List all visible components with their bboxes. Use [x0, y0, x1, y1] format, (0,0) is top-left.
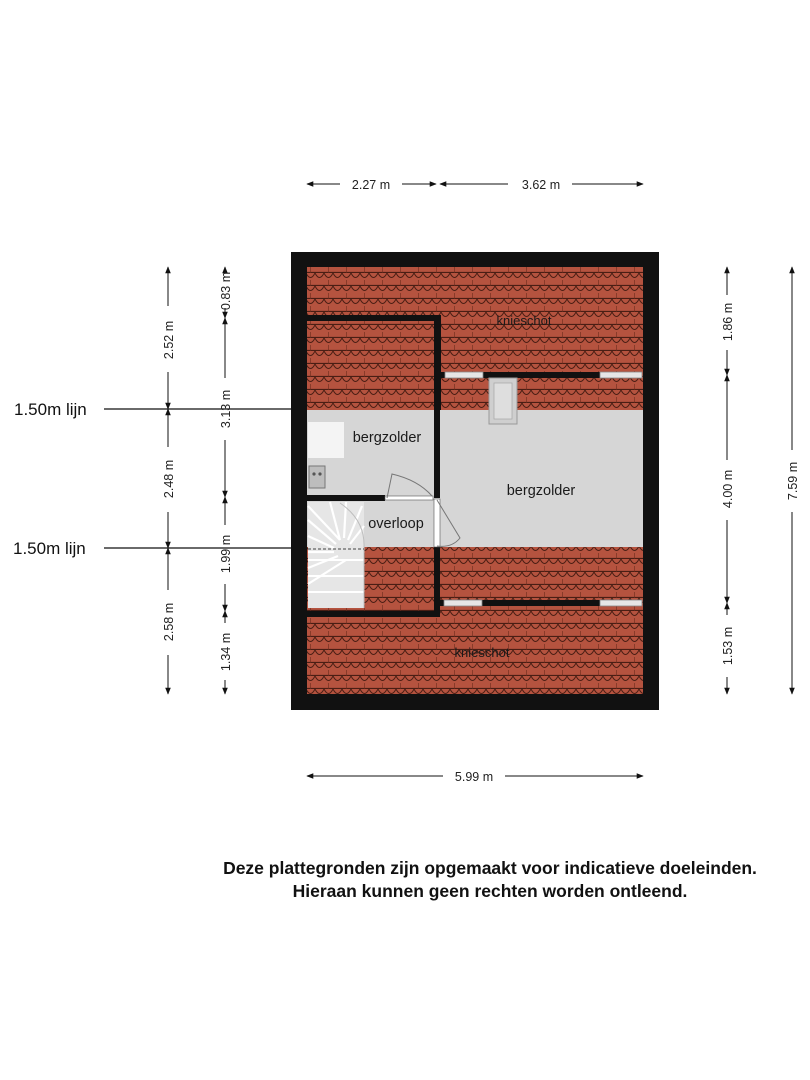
dim-label-left-inner-2: 3.13 m	[219, 389, 233, 429]
disclaimer-line-2: Hieraan kunnen geen rechten worden ontleend.	[292, 881, 688, 901]
dim-label-left-inner-3: 1.99 m	[219, 534, 233, 574]
bergzolder-floor-right	[437, 410, 643, 547]
dim-label-left-outer-1: 2.52 m	[162, 320, 176, 360]
boiler-dot	[312, 472, 315, 475]
dim-label-top-left: 2.27 m	[351, 178, 391, 192]
cabinet	[308, 422, 344, 458]
room-label-knieschot-top: knieschot	[496, 313, 552, 328]
lijn-label-upper: 1.50m lijn	[14, 400, 87, 419]
dim-label-left-inner-1: 0.83 m	[219, 271, 233, 311]
dim-label-bottom: 5.99 m	[454, 770, 494, 784]
room-label-knieschot-bottom: knieschot	[454, 645, 510, 660]
room-label-bergzolder-left: bergzolder	[352, 430, 422, 446]
dim-label-right-inner-3: 1.53 m	[721, 626, 735, 666]
room-label-bergzolder-right: bergzolder	[506, 483, 576, 499]
boiler-dot	[318, 472, 321, 475]
boiler	[309, 466, 325, 488]
dim-label-right-inner-1: 1.86 m	[721, 302, 735, 342]
lijn-label-lower: 1.50m lijn	[13, 539, 86, 558]
dim-label-left-outer-2: 2.48 m	[162, 459, 176, 499]
dim-label-left-outer-3: 2.58 m	[162, 602, 176, 642]
room-label-overloop: overloop	[368, 516, 424, 532]
dim-label-top-right: 3.62 m	[521, 178, 561, 192]
dim-label-right-inner-2: 4.00 m	[721, 469, 735, 509]
roof-tiles-top	[307, 267, 643, 410]
dim-label-right-outer: 7.59 m	[786, 461, 800, 501]
dim-label-left-inner-4: 1.34 m	[219, 632, 233, 672]
staircase	[308, 502, 364, 608]
roof-hatch-inner	[494, 383, 512, 419]
disclaimer-line-1: Deze plattegronden zijn opgemaakt voor indicatieve doeleinden.	[223, 858, 757, 878]
